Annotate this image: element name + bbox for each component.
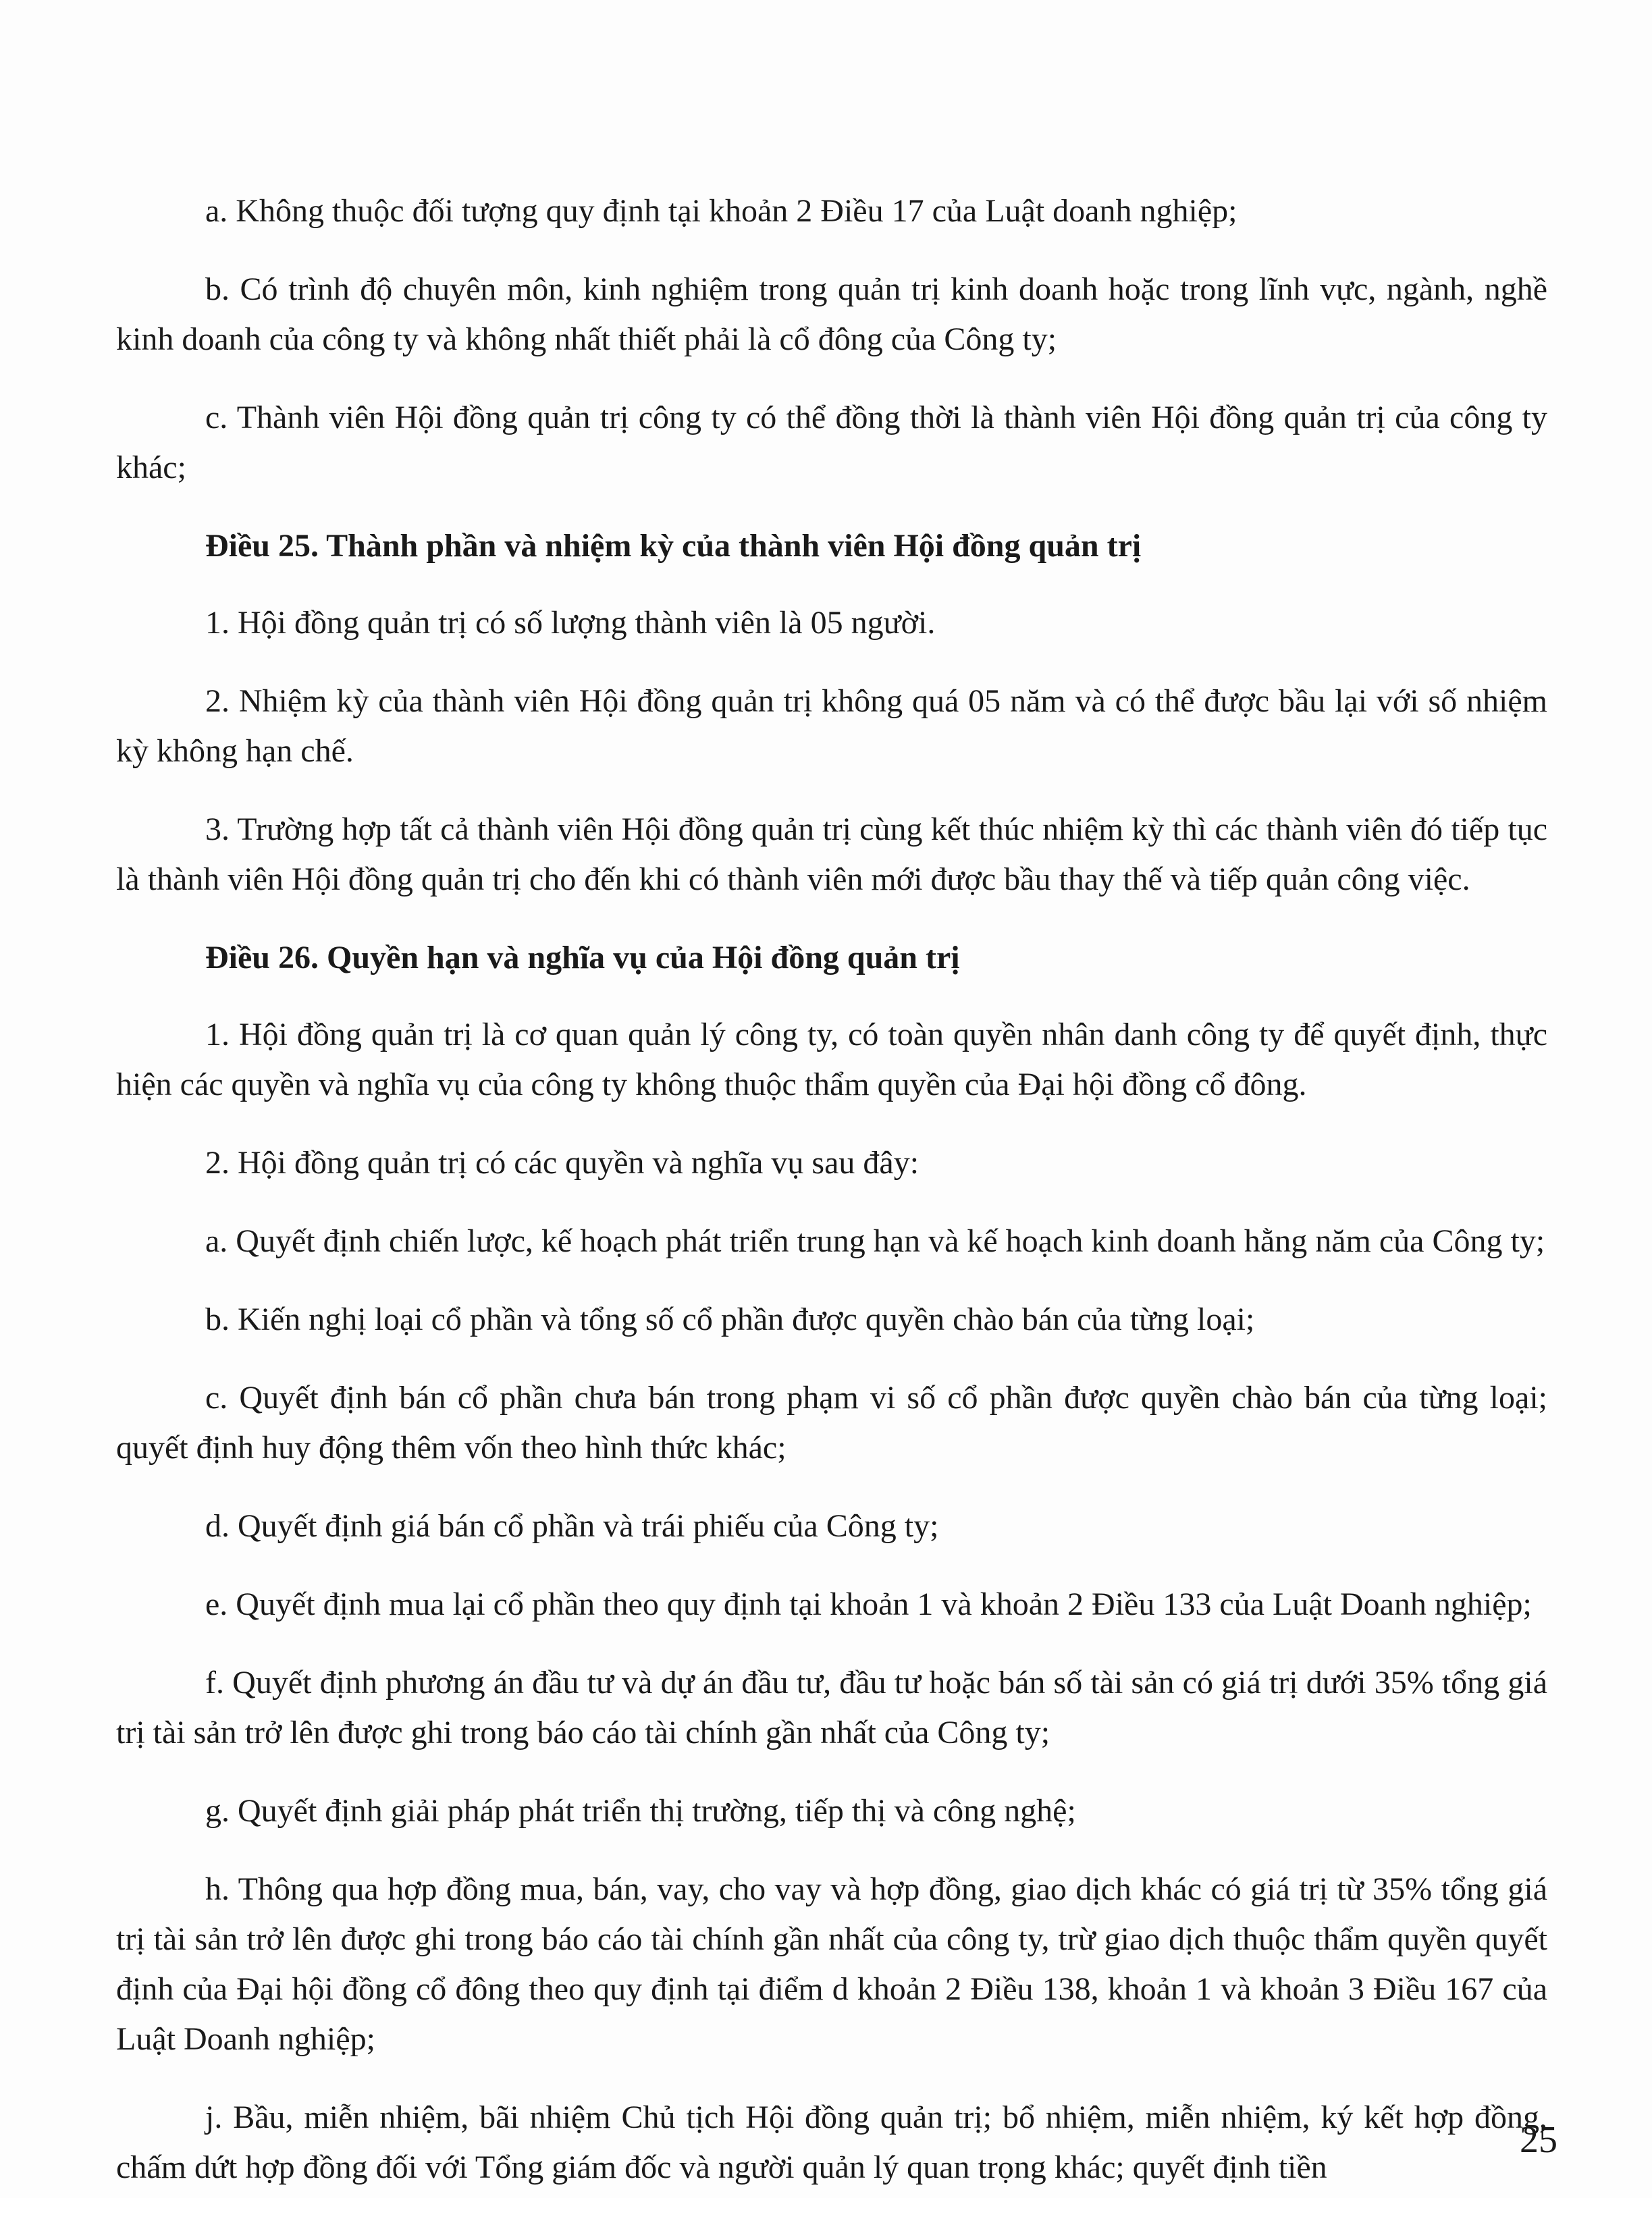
- page-number: 25: [1520, 2119, 1557, 2161]
- article-26-point-b: b. Kiến nghị loại cổ phần và tổng số cổ phần được quyền chào bán của từng loại;: [205, 1302, 1255, 1337]
- article-26-point-d: d. Quyết định giá bán cổ phần và trái phiếu của Công ty;: [205, 1508, 939, 1544]
- clause-a-not-subject: a. Không thuộc đối tượng quy định tại khoản 2 Điều 17 của Luật doanh nghiệp;: [205, 193, 1237, 229]
- article-26-heading: Điều 26. Quyền hạn và nghĩa vụ của Hội đồng quản trị: [205, 940, 960, 975]
- clause-c-concurrent-member: c. Thành viên Hội đồng quản trị công ty có thể đồng thời là thành viên Hội đồng quản trị của công ty khác;: [116, 400, 1547, 485]
- article-26-item-2: 2. Hội đồng quản trị có các quyền và nghĩa vụ sau đây:: [205, 1145, 920, 1181]
- article-26-item-1: 1. Hội đồng quản trị là cơ quan quản lý công ty, có toàn quyền nhân danh công ty để quyết định, thực hiện các quyền và nghĩa vụ của công ty không thuộc thẩm quyền của Đại hội đồng cổ đông.: [116, 1017, 1547, 1102]
- article-26-point-c: c. Quyết định bán cổ phần chưa bán trong phạm vi số cổ phần được quyền chào bán của từng loại; quyết định huy động thêm vốn theo hình thức khác;: [116, 1380, 1547, 1466]
- article-26-point-a: a. Quyết định chiến lược, kế hoạch phát triển trung hạn và kế hoạch kinh doanh hằng năm của Công ty;: [205, 1223, 1545, 1259]
- article-26-point-e: e. Quyết định mua lại cổ phần theo quy định tại khoản 1 và khoản 2 Điều 133 của Luật Doanh nghiệp;: [205, 1586, 1532, 1622]
- article-25-item-3: 3. Trường hợp tất cả thành viên Hội đồng quản trị cùng kết thúc nhiệm kỳ thì các thành viên đó tiếp tục là thành viên Hội đồng quản trị cho đến khi có thành viên mới được bầu thay thế và tiếp quản công việc.: [116, 811, 1547, 897]
- article-25-heading: Điều 25. Thành phần và nhiệm kỳ của thành viên Hội đồng quản trị: [205, 528, 1142, 564]
- article-26-point-h: h. Thông qua hợp đồng mua, bán, vay, cho vay và hợp đồng, giao dịch khác có giá trị từ 35% tổng giá trị tài sản trở lên được ghi trong báo cáo tài chính gần nhất của công ty, trừ giao dịch thuộc thẩm quyền quyết định của Đại hội đồng cổ đông theo quy định tại điểm d khoản 2 Điều 138, khoản 1 và khoản 3 Điều 167 của Luật Doanh nghiệp;: [116, 1871, 1547, 2057]
- article-25-item-1: 1. Hội đồng quản trị có số lượng thành viên là 05 người.: [205, 605, 936, 641]
- article-26-point-g: g. Quyết định giải pháp phát triển thị trường, tiếp thị và công nghệ;: [205, 1793, 1076, 1829]
- article-26-point-f: f. Quyết định phương án đầu tư và dự án đầu tư, đầu tư hoặc bán số tài sản có giá trị dưới 35% tổng giá trị tài sản trở lên được ghi trong báo cáo tài chính gần nhất của Công ty;: [116, 1665, 1547, 1750]
- document-body: [116, 186, 1547, 2221]
- clause-b-expertise: b. Có trình độ chuyên môn, kinh nghiệm trong quản trị kinh doanh hoặc trong lĩnh vực, ngành, nghề kinh doanh của công ty và không nhất thiết phải là cổ đông của Công ty;: [116, 271, 1547, 357]
- article-26-point-j: j. Bầu, miễn nhiệm, bãi nhiệm Chủ tịch Hội đồng quản trị; bổ nhiệm, miễn nhiệm, ký kết hợp đồng, chấm dứt hợp đồng đối với Tổng giám đốc và người quản lý quan trọng khác; quyết định tiền: [116, 2099, 1547, 2185]
- article-25-item-2: 2. Nhiệm kỳ của thành viên Hội đồng quản trị không quá 05 năm và có thể được bầu lại với số nhiệm kỳ không hạn chế.: [116, 683, 1547, 769]
